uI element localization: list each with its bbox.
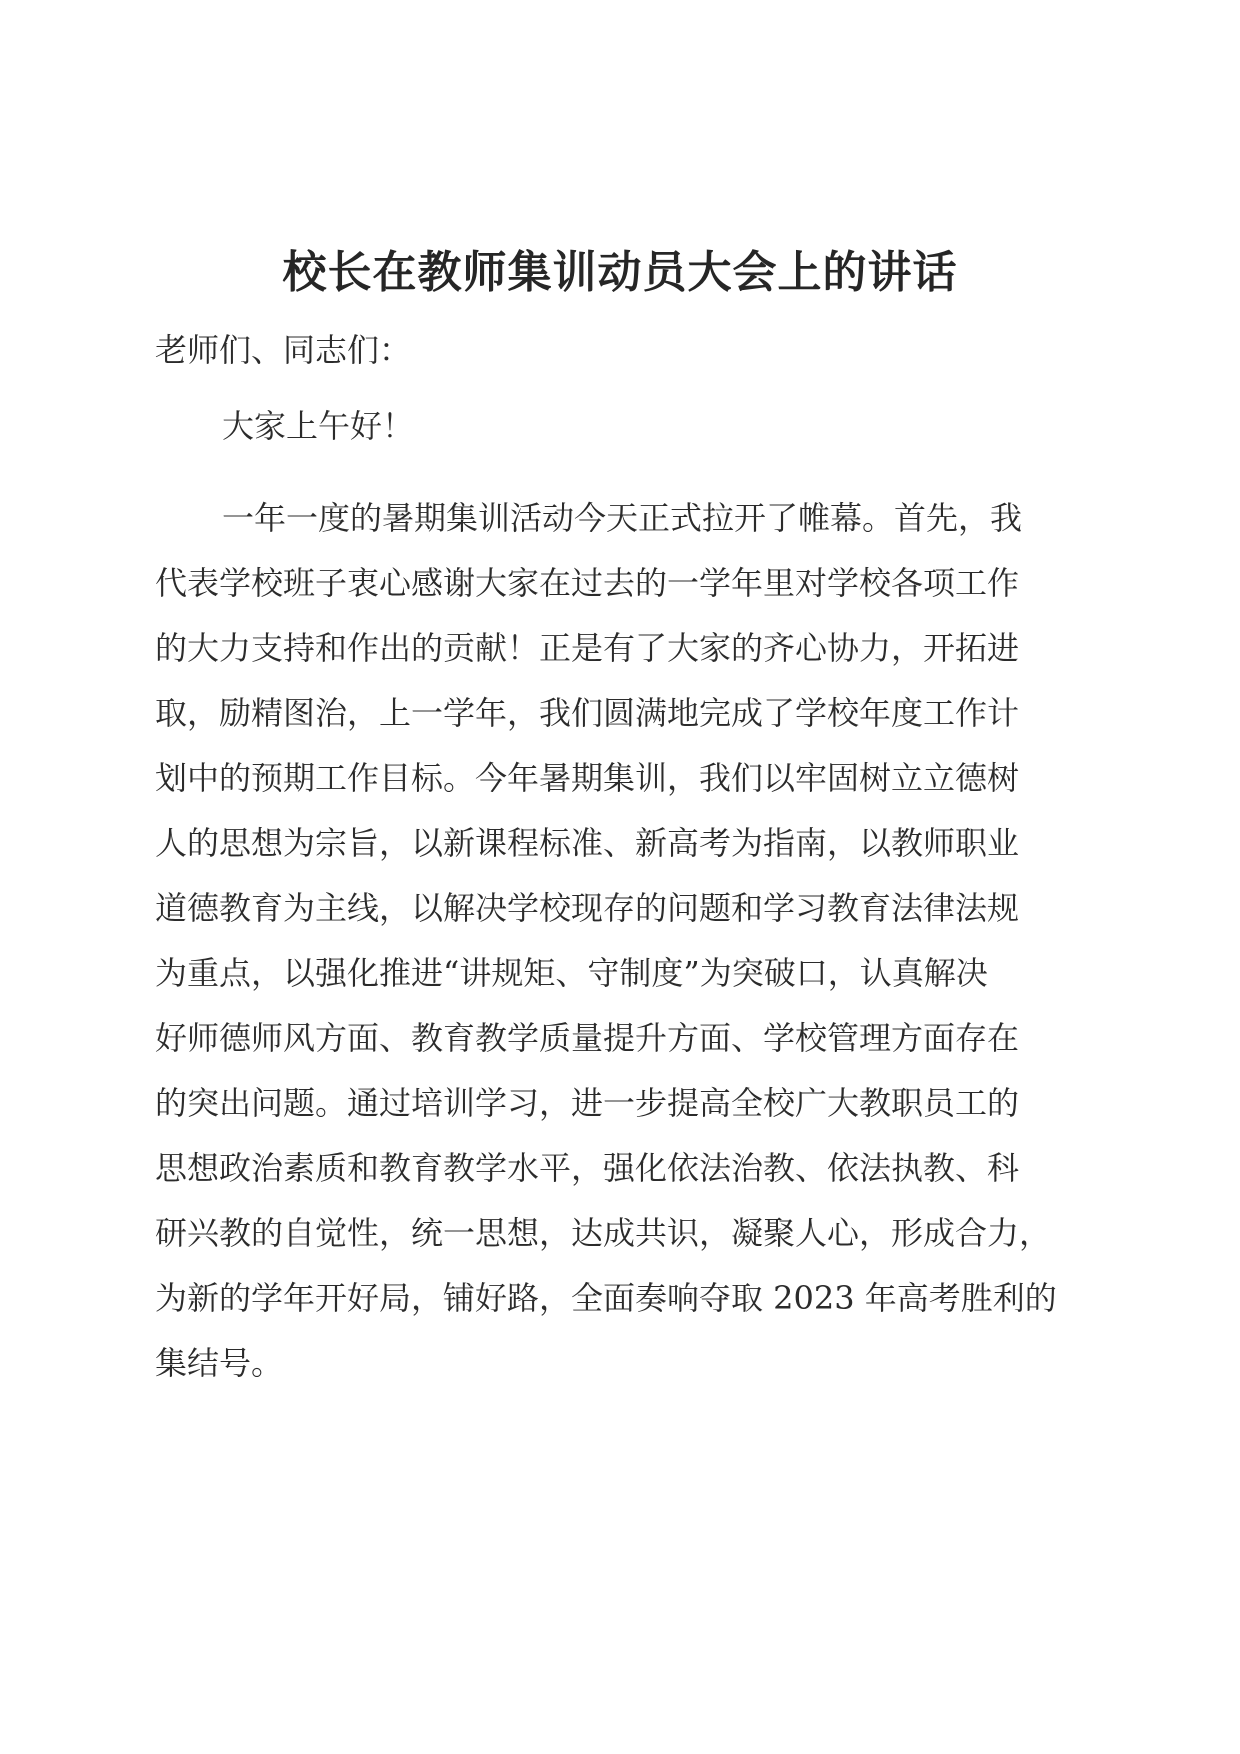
paragraph-line: 道德教育为主线，以解决学校现存的问题和学习教育法律法规 — [155, 889, 1020, 927]
greeting: 大家上午好！ — [222, 407, 415, 445]
paragraph-line: 代表学校班子衷心感谢大家在过去的一学年里对学校各项工作 — [155, 564, 1020, 602]
body-paragraph — [155, 486, 1085, 1396]
salutation: 老师们、同志们： — [155, 331, 412, 369]
paragraph-line: 研兴教的自觉性，统一思想，达成共识，凝聚人心，形成合力， — [155, 1214, 1052, 1252]
document-title: 校长在教师集训动员大会上的讲话 — [282, 247, 958, 298]
paragraph-line: 一年一度的暑期集训活动今天正式拉开了帷幕。首先，我 — [222, 499, 1023, 537]
paragraph-line: 好师德师风方面、教育教学质量提升方面、学校管理方面存在 — [155, 1019, 1020, 1057]
paragraph-line: 的大力支持和作出的贡献！正是有了大家的齐心协力，开拓进 — [155, 629, 1020, 667]
paragraph-line: 划中的预期工作目标。今年暑期集训，我们以牢固树立立德树 — [155, 759, 1020, 797]
paragraph-line: 为新的学年开好局，铺好路，全面奏响夺取 2023 年高考胜利的 — [155, 1279, 1057, 1317]
paragraph-line: 集结号。 — [155, 1344, 284, 1382]
paragraph-line: 为重点，以强化推进“讲规矩、守制度”为突破口，认真解决 — [155, 954, 988, 992]
paragraph-line: 的突出问题。通过培训学习，进一步提高全校广大教职员工的 — [155, 1084, 1020, 1122]
paragraph-line: 思想政治素质和教育教学水平，强化依法治教、依法执教、科 — [155, 1149, 1020, 1187]
paragraph-line: 取，励精图治，上一学年，我们圆满地完成了学校年度工作计 — [155, 694, 1020, 732]
paragraph-line: 人的思想为宗旨，以新课程标准、新高考为指南，以教师职业 — [155, 824, 1020, 862]
